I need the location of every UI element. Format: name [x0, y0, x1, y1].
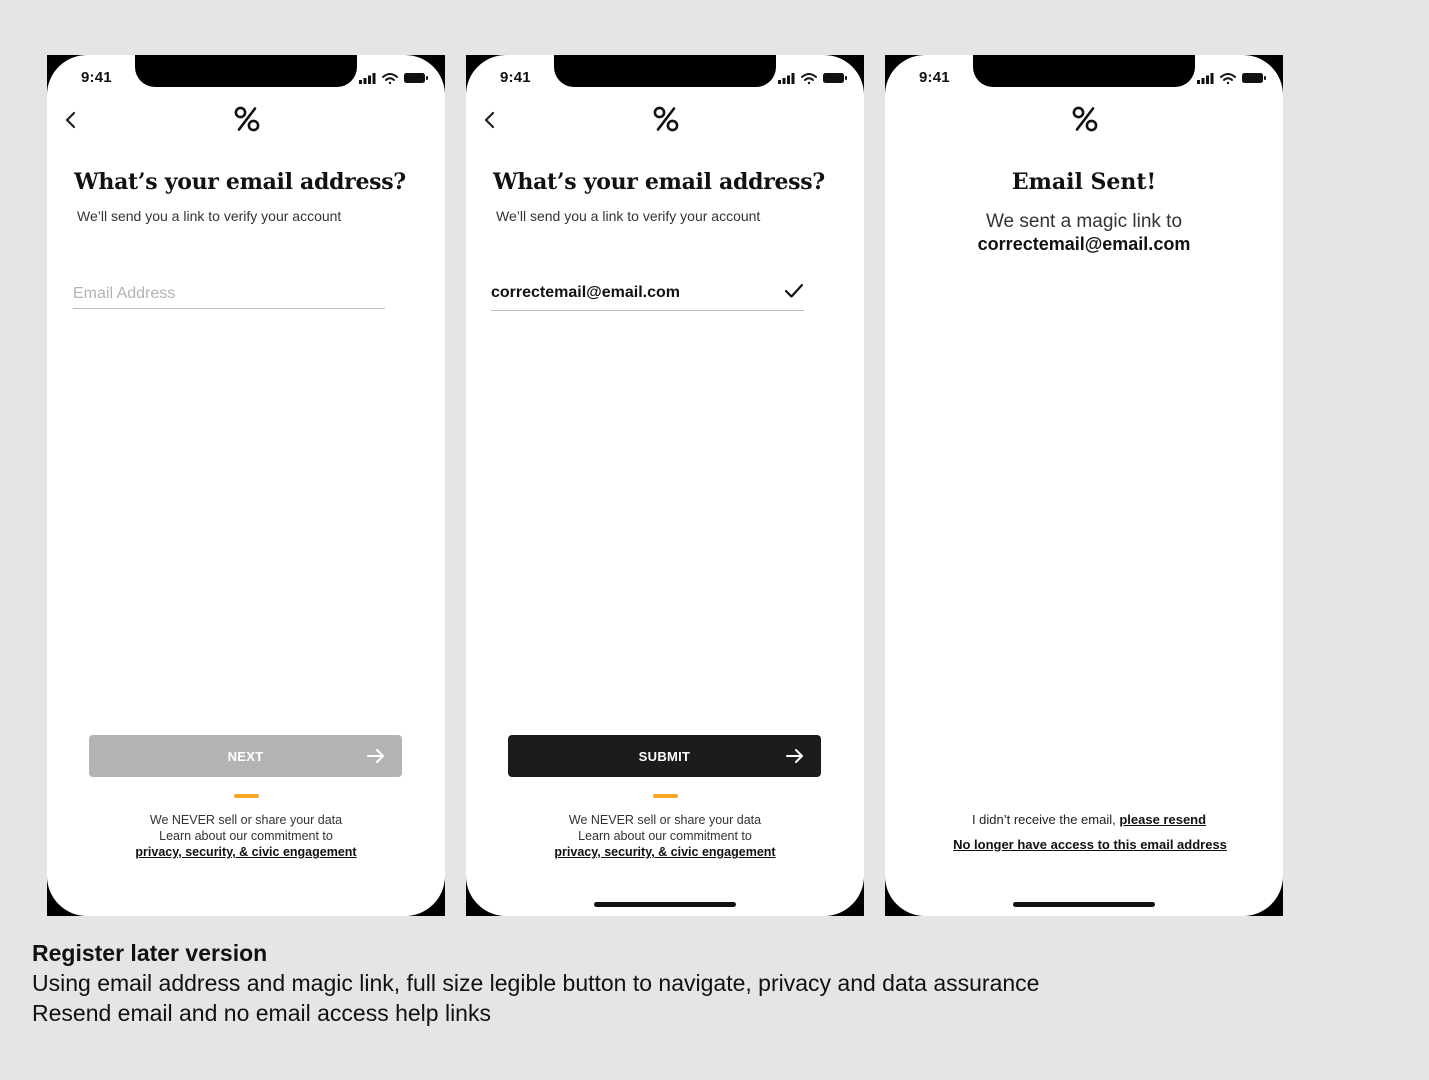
wifi-icon: [1221, 74, 1235, 84]
privacy-line-2: Learn about our commitment to: [578, 829, 752, 843]
submit-button[interactable]: [508, 735, 821, 777]
signal-icon: [1197, 73, 1214, 84]
battery-icon: [823, 73, 847, 83]
phone-screen-email-empty: [47, 55, 445, 916]
screen: [466, 55, 864, 916]
checkmark-icon: [784, 282, 804, 300]
phone-screen-email-sent: [885, 55, 1283, 916]
privacy-line-1: We NEVER sell or share your data: [149, 813, 343, 827]
notch: [554, 55, 776, 87]
wifi-icon: [802, 74, 816, 84]
notch: [135, 55, 357, 87]
privacy-line-1: We NEVER sell or share your data: [568, 813, 762, 827]
caption: [32, 940, 1039, 1027]
page-title: What’s your email address?: [493, 169, 825, 195]
status-time: 9:41: [500, 69, 531, 86]
screen: [47, 55, 445, 916]
home-indicator[interactable]: [1013, 902, 1155, 907]
status-icons: [778, 71, 848, 85]
progress-indicator: [234, 794, 259, 798]
no-email-access-link[interactable]: No longer have access to this email address: [953, 837, 1227, 852]
status-icons: [359, 71, 429, 85]
resend-row: [885, 812, 1283, 827]
caption-line-1: Using email address and magic link, full size legible button to navigate, privacy and data assurance: [32, 970, 1040, 996]
caption-line-2: Resend email and no email access help links: [32, 1000, 491, 1026]
privacy-line-2: Learn about our commitment to: [159, 829, 333, 843]
email-field-value: correctemail@email.com: [491, 284, 681, 301]
next-button-label: NEXT: [227, 748, 264, 764]
page-title: Email Sent!: [1011, 169, 1157, 195]
battery-icon: [404, 73, 428, 83]
page-title: What’s your email address?: [74, 169, 406, 195]
next-button[interactable]: [89, 735, 402, 777]
submit-button-label: SUBMIT: [638, 748, 691, 764]
email-field[interactable]: [73, 280, 385, 309]
percent-logo-icon: [652, 105, 680, 133]
back-chevron-icon[interactable]: [61, 108, 81, 132]
email-field[interactable]: [491, 284, 804, 311]
privacy-link[interactable]: privacy, security, & civic engagement: [135, 845, 357, 859]
home-indicator[interactable]: [594, 902, 736, 907]
screen: [885, 55, 1283, 916]
percent-logo-icon: [233, 105, 261, 133]
wifi-icon: [383, 74, 397, 84]
caption-title: Register later version: [32, 940, 268, 966]
signal-icon: [359, 73, 376, 84]
page-subtitle: We’ll send you a link to verify your account: [77, 208, 342, 224]
privacy-link[interactable]: privacy, security, & civic engagement: [554, 845, 776, 859]
back-chevron-icon[interactable]: [480, 108, 500, 132]
status-icons: [1197, 71, 1267, 85]
battery-icon: [1242, 73, 1266, 83]
page-subtitle: We’ll send you a link to verify your account: [496, 208, 761, 224]
privacy-footer: [466, 812, 864, 860]
sent-email-address: correctemail@email.com: [977, 234, 1191, 254]
privacy-footer: [47, 812, 445, 860]
status-time: 9:41: [81, 69, 112, 86]
arrow-right-icon: [366, 746, 386, 766]
signal-icon: [778, 73, 795, 84]
notch: [973, 55, 1195, 87]
status-time: 9:41: [919, 69, 950, 86]
arrow-right-icon: [785, 746, 805, 766]
phone-screen-email-filled: [466, 55, 864, 916]
progress-indicator: [653, 794, 678, 798]
resend-link[interactable]: please resend: [1119, 812, 1207, 827]
resend-prefix: I didn’t receive the email,: [971, 812, 1120, 827]
percent-logo-icon: [1071, 105, 1099, 133]
sent-message: We sent a magic link to: [985, 211, 1183, 232]
